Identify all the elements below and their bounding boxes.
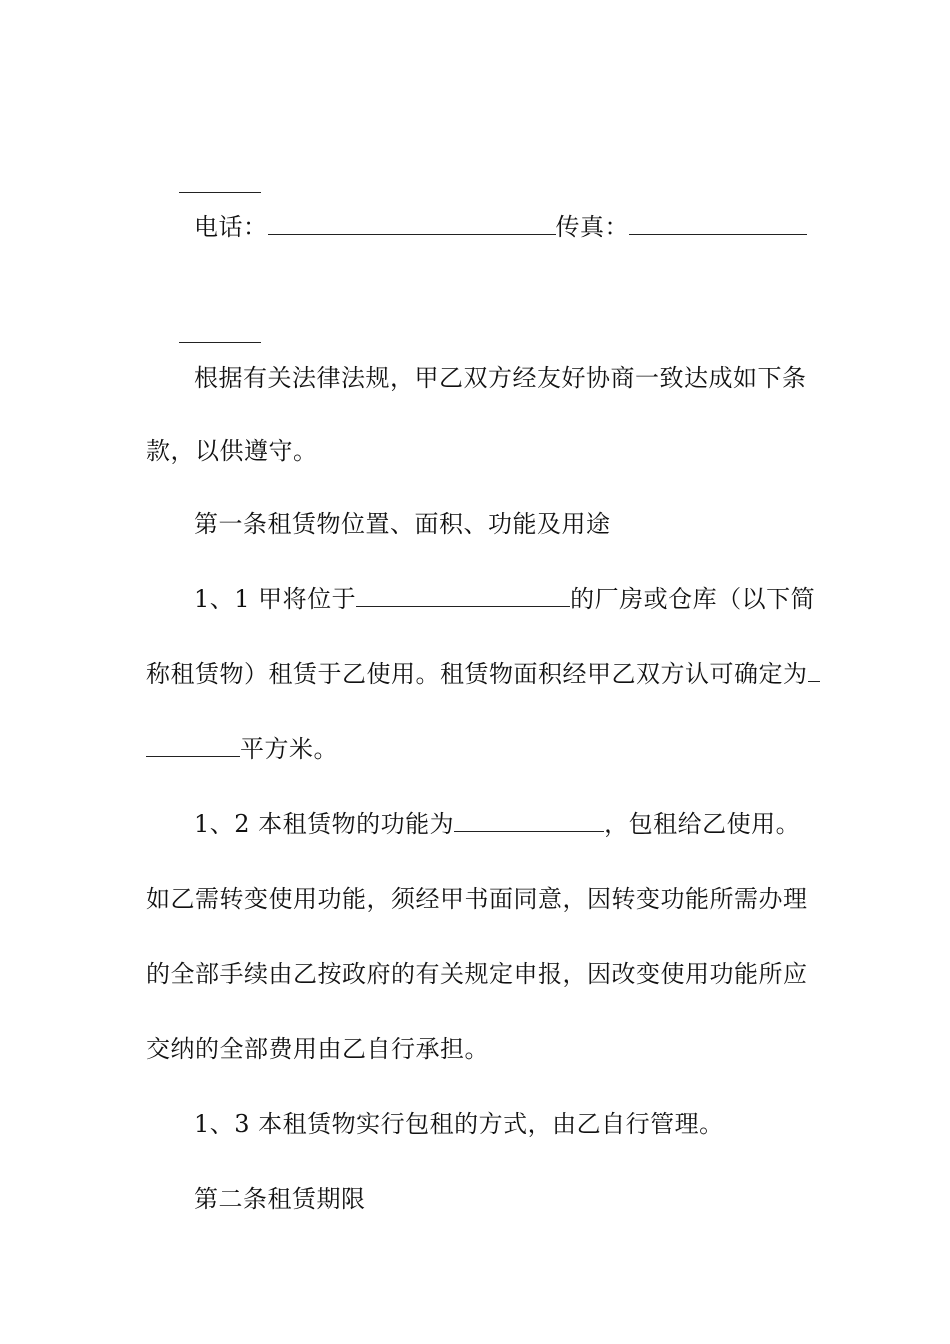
- clause-1-1-line: [146, 734, 806, 764]
- location-blank: [356, 584, 570, 607]
- section-heading-1: 第一条租赁物位置、面积、功能及用途: [194, 510, 611, 538]
- clause-text: 1、1 甲将位于: [194, 585, 357, 613]
- contact-line: [194, 212, 854, 242]
- clause-1-3-line: 1、3 本租赁物实行包租的方式，由乙自行管理。: [194, 1110, 724, 1138]
- clause-1-2-line: [194, 809, 854, 839]
- clause-1-2-line: 的全部手续由乙按政府的有关规定申报，因改变使用功能所应: [146, 960, 808, 988]
- fax-label: 传真：: [555, 213, 629, 241]
- fill-blank: [179, 320, 261, 343]
- clause-1-2-line: 如乙需转变使用功能，须经甲书面同意，因转变功能所需办理: [146, 885, 808, 913]
- paragraph-line: 根据有关法律法规，甲乙双方经友好协商一致达成如下条: [194, 364, 807, 392]
- section-heading-2: 第二条租赁期限: [194, 1185, 366, 1213]
- clause-text: 平方米。: [240, 735, 338, 763]
- clause-1-1-line: [194, 584, 854, 614]
- fax-blank: [629, 212, 807, 235]
- area-blank: [146, 734, 240, 757]
- paragraph-line: 款，以供遵守。: [146, 437, 318, 465]
- phone-label: 电话：: [194, 213, 268, 241]
- clause-1-1-line: [146, 659, 806, 689]
- clause-text: 的厂房或仓库（以下简: [570, 585, 816, 613]
- clause-text: 称租赁物）租赁于乙使用。租赁物面积经甲乙双方认可确定为: [146, 660, 808, 688]
- area-blank: [808, 659, 820, 682]
- phone-blank: [268, 212, 556, 235]
- clause-1-2-line: 交纳的全部费用由乙自行承担。: [146, 1035, 489, 1063]
- clause-text: 1、2 本租赁物的功能为: [194, 810, 455, 838]
- clause-text: ，包租给乙使用。: [604, 810, 801, 838]
- function-blank: [454, 809, 604, 832]
- fill-blank: [179, 170, 261, 193]
